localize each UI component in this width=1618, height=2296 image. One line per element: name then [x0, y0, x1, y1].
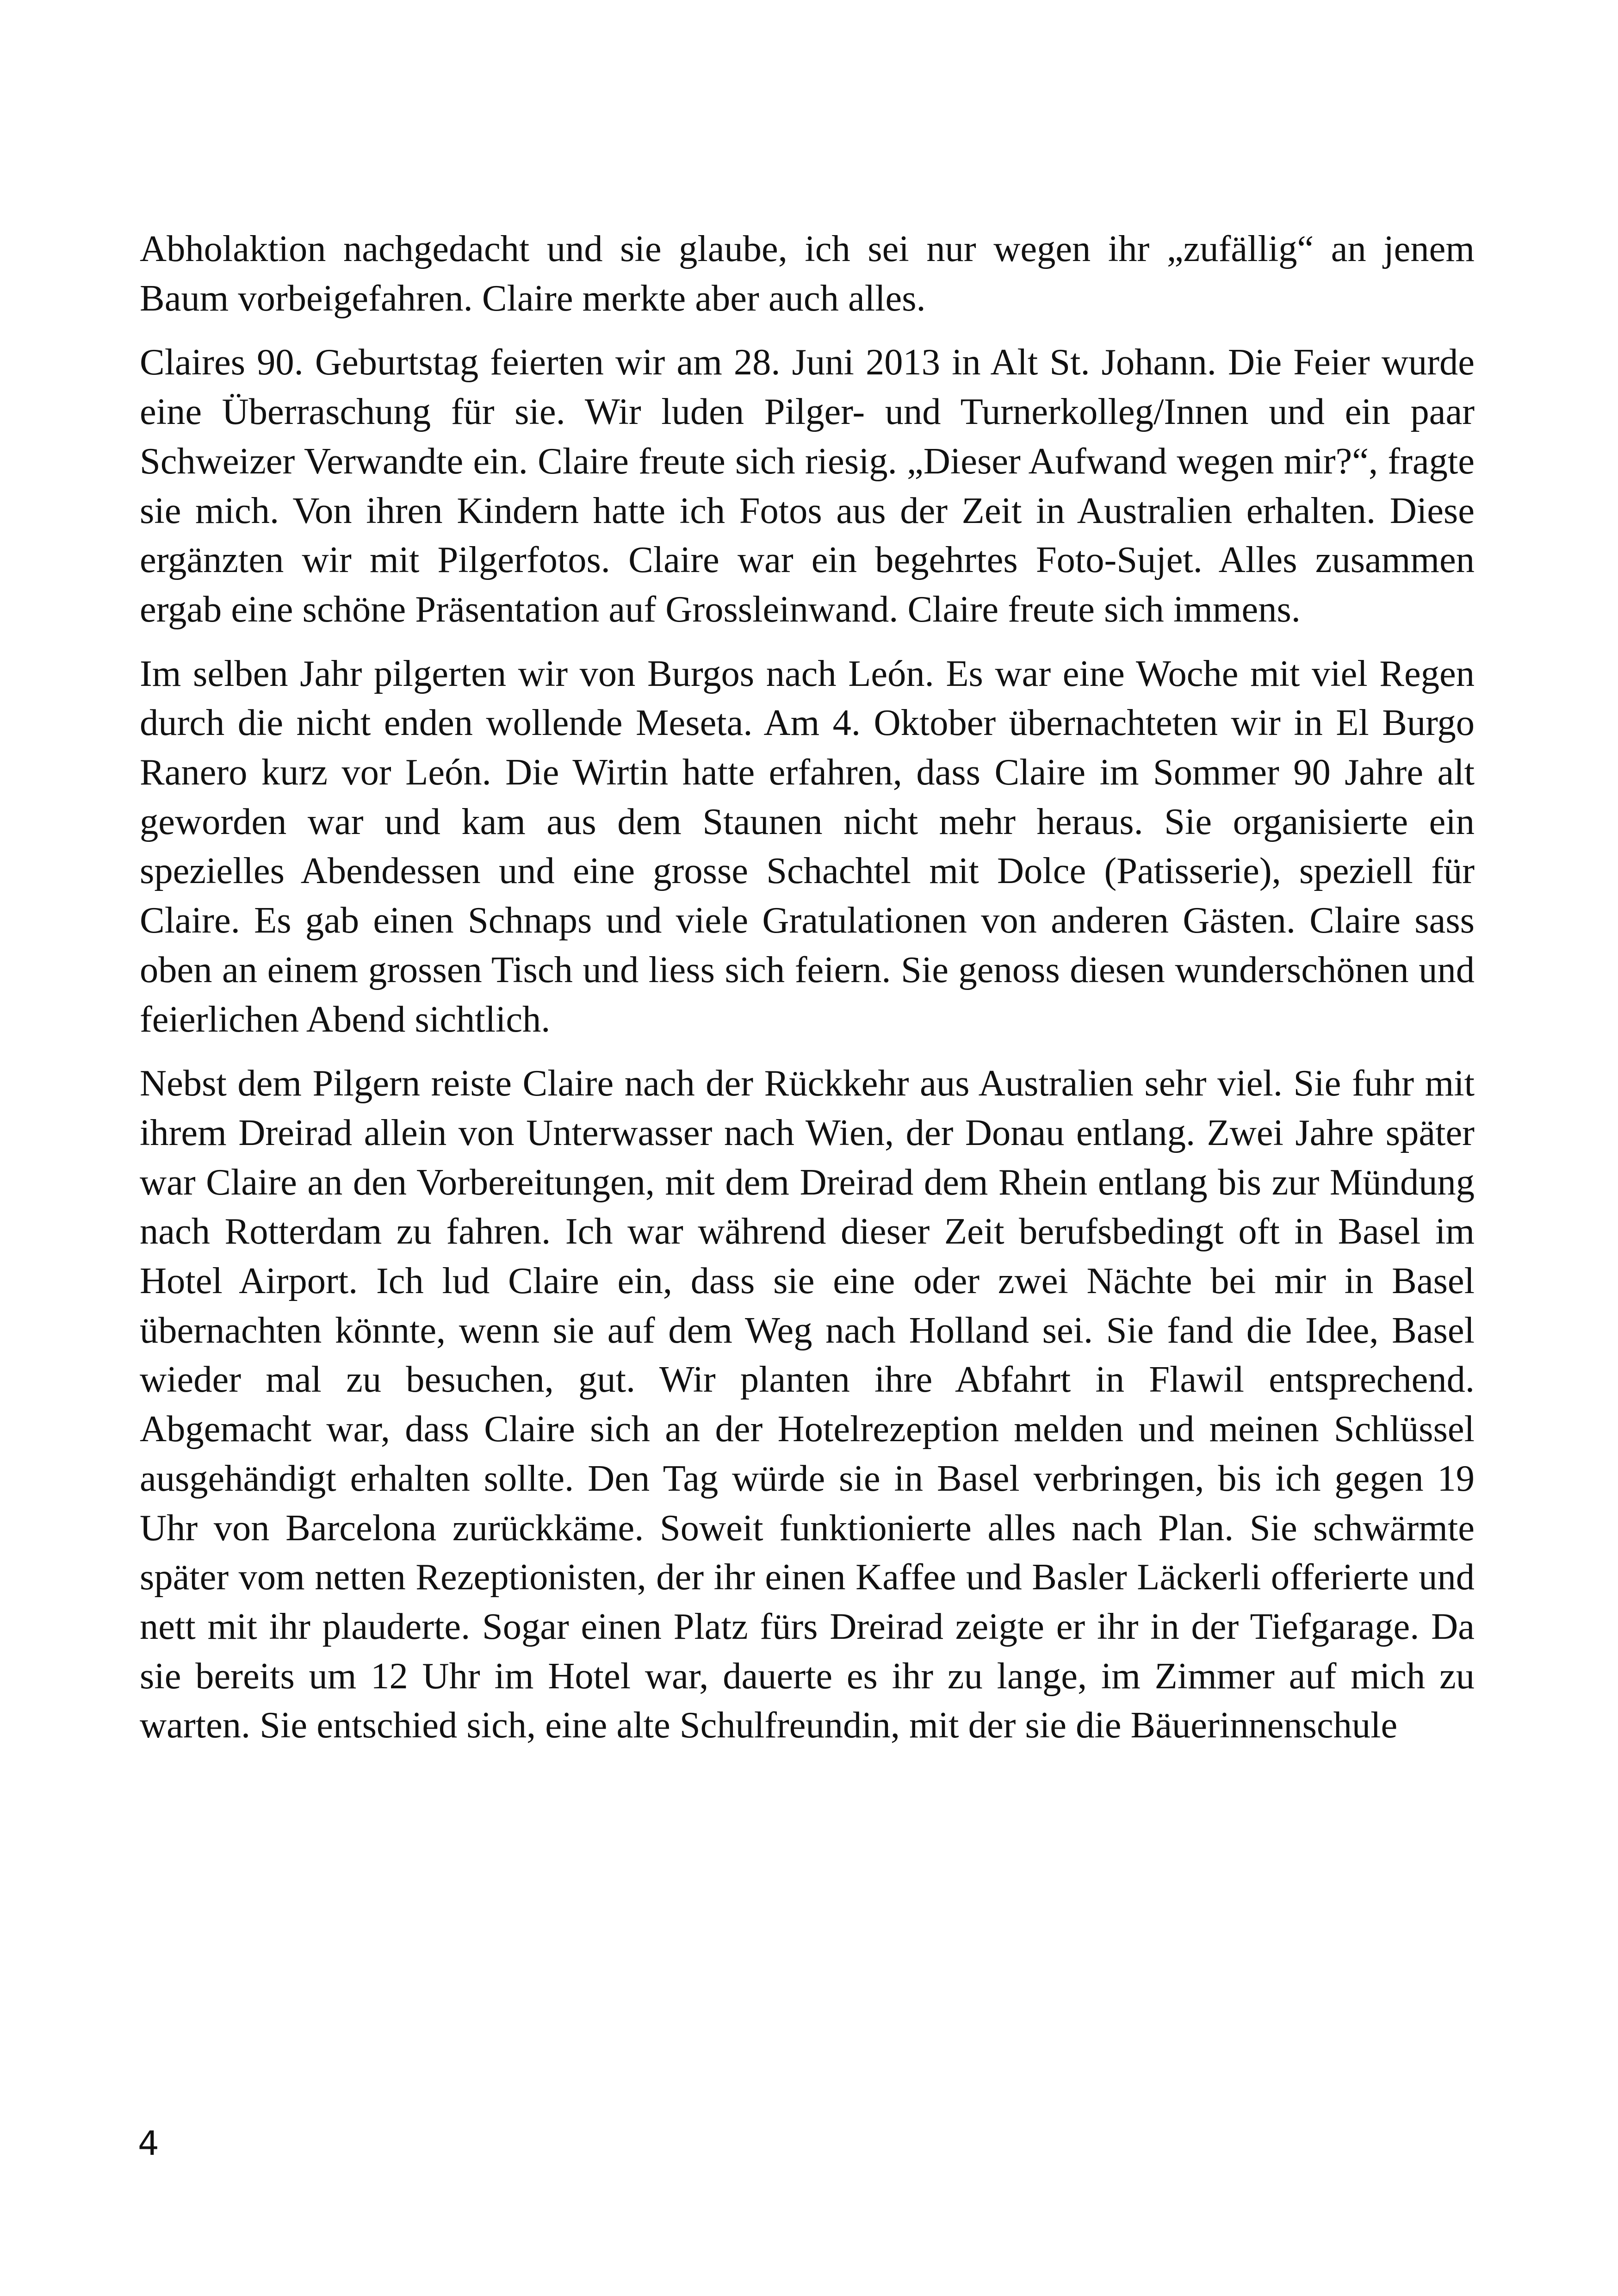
paragraph: Claires 90. Geburtstag feierten wir am 28. Juni 2013 in Alt St. Johann. Die Feier wurde eine Überraschung für sie. Wir luden Pilger- und Turnerkolleg/Innen und ein paar Schweizer Verwandte ein. Claire freute sich riesig. „Dieser Aufwand wegen mir?“, fragte sie mich. Von ihren Kindern hatte ich Fotos aus der Zeit in Australien erhalten. Diese ergänzten wir mit Pilgerfotos. Claire war ein begehrtes Foto-Sujet. Alles zusammen ergab eine schöne Präsentation auf Grossleinwand. Claire freute sich immens.	[140, 342, 1475, 630]
paragraph: Im selben Jahr pilgerten wir von Burgos nach León. Es war eine Woche mit viel Regen durch die nicht enden wollende Meseta. Am 4. Oktober übernachteten wir in El Burgo Ranero kurz vor León. Die Wirtin hatte erfahren, dass Claire im Sommer 90 Jahre alt geworden war und kam aus dem Staunen nicht mehr heraus. Sie organisierte ein spezielles Abendessen und eine grosse Schachtel mit Dolce (Patisserie), speziell für Claire. Es gab einen Schnaps und viele Gratulationen von anderen Gästen. Claire sass oben an einem grossen Tisch und liess sich feiern. Sie genoss diesen wunderschönen und feierlichen Abend sichtlich.	[140, 653, 1475, 1040]
page-number: 4	[138, 2124, 159, 2163]
paragraph: Abholaktion nachgedacht und sie glaube, ich sei nur wegen ihr „zufällig“ an jenem Baum vorbeigefahren. Claire merkte aber auch alles.	[140, 228, 1475, 319]
paragraph: Nebst dem Pilgern reiste Claire nach der Rückkehr aus Australien sehr viel. Sie fuhr mit ihrem Dreirad allein von Unterwasser nach Wien, der Donau entlang. Zwei Jahre später war Claire an den Vorbereitungen, mit dem Dreirad dem Rhein entlang bis zur Mündung nach Rotterdam zu fahren. Ich war während dieser Zeit berufsbedingt oft in Basel im Hotel Airport. Ich lud Claire ein, dass sie eine oder zwei Nächte bei mir in Basel übernachten könnte, wenn sie auf dem Weg nach Holland sei. Sie fand die Idee, Basel wieder mal zu besuchen, gut. Wir planten ihre Abfahrt in Flawil entsprechend. Abgemacht war, dass Claire sich an der Hotelrezeption melden und meinen Schlüssel ausgehändigt erhalten sollte. Den Tag würde sie in Basel verbringen, bis ich gegen 19 Uhr von Barcelona zurückkäme. Soweit funktionierte alles nach Plan. Sie schwärmte später vom netten Rezeptionisten, der ihr einen Kaffee und Basler Läckerli offerierte und nett mit ihr plauderte. Sogar einen Platz fürs Dreirad zeigte er ihr in der Tiefgarage. Da sie bereits um 12 Uhr im Hotel war, dauerte es ihr zu lange, im Zimmer auf mich zu warten. Sie entschied sich, eine alte Schulfreundin, mit der sie die Bäuerinnenschule	[140, 1063, 1475, 1746]
body-text	[140, 224, 1475, 1765]
